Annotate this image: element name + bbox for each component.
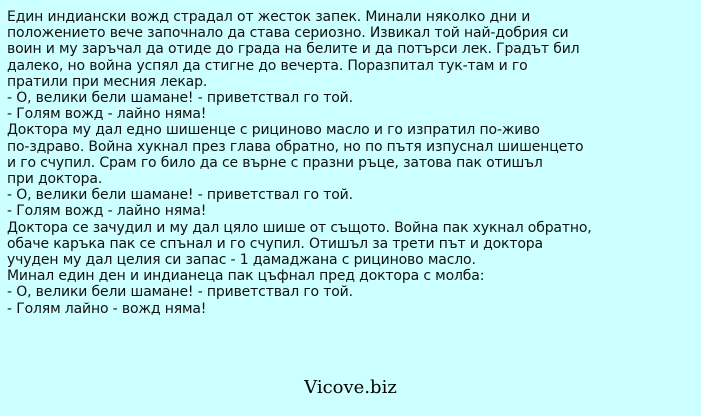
text-line: пратили при месния лекар. bbox=[7, 73, 208, 90]
dialogue-line: - Голям вожд - лайно няма! bbox=[7, 106, 207, 123]
joke-text bbox=[7, 9, 697, 317]
text-line: Един индиански вожд страдал от жесток запек. Минали няколко дни и bbox=[7, 9, 531, 25]
text-line: по-здраво. Война хукнал през глава обратно, но по пътя изпуснал шишенцето bbox=[7, 138, 584, 155]
text-line: учуден му дал целия си запас - 1 дамаджана с рициново масло. bbox=[7, 252, 476, 269]
text-line: Доктора му дал едно шишенце с рициново масло и го изпратил по-живо bbox=[7, 122, 540, 139]
dialogue-line: - О, велики бели шамане! - приветствал го той. bbox=[7, 187, 353, 204]
text-line: обаче каръка пак се спънал и го счупил. Отишъл за трети път и доктора bbox=[7, 235, 543, 252]
text-line: далеко, но война успял да стигне до вечерта. Поразпитал тук-там и го bbox=[7, 57, 528, 74]
dialogue-line: - О, велики бели шамане! - приветствал го той. bbox=[7, 284, 353, 301]
text-line: при доктора. bbox=[7, 171, 103, 188]
dialogue-line: - О, велики бели шамане! - приветствал го той. bbox=[7, 90, 353, 107]
text-line: положението вече започнало да става сериозно. Извикал той най-добрия си bbox=[7, 25, 569, 42]
punchline: - Голям лайно - вожд няма! bbox=[7, 300, 207, 317]
text-line: воин и му заръчал да отиде до града на белите и да потърси лек. Градът бил bbox=[7, 41, 580, 58]
text-line: Доктора се зачудил и му дал цяло шише от същото. Война пак хукнал обратно, bbox=[7, 219, 592, 236]
text-line: и го счупил. Срам го било да се върне с празни ръце, затова пак отишъл bbox=[7, 154, 543, 171]
text-line: Минал един ден и индианеца пак цъфнал пред доктора с молба: bbox=[7, 268, 485, 285]
dialogue-line: - Голям вожд - лайно няма! bbox=[7, 203, 207, 220]
site-watermark: Vicove.biz bbox=[304, 377, 397, 398]
